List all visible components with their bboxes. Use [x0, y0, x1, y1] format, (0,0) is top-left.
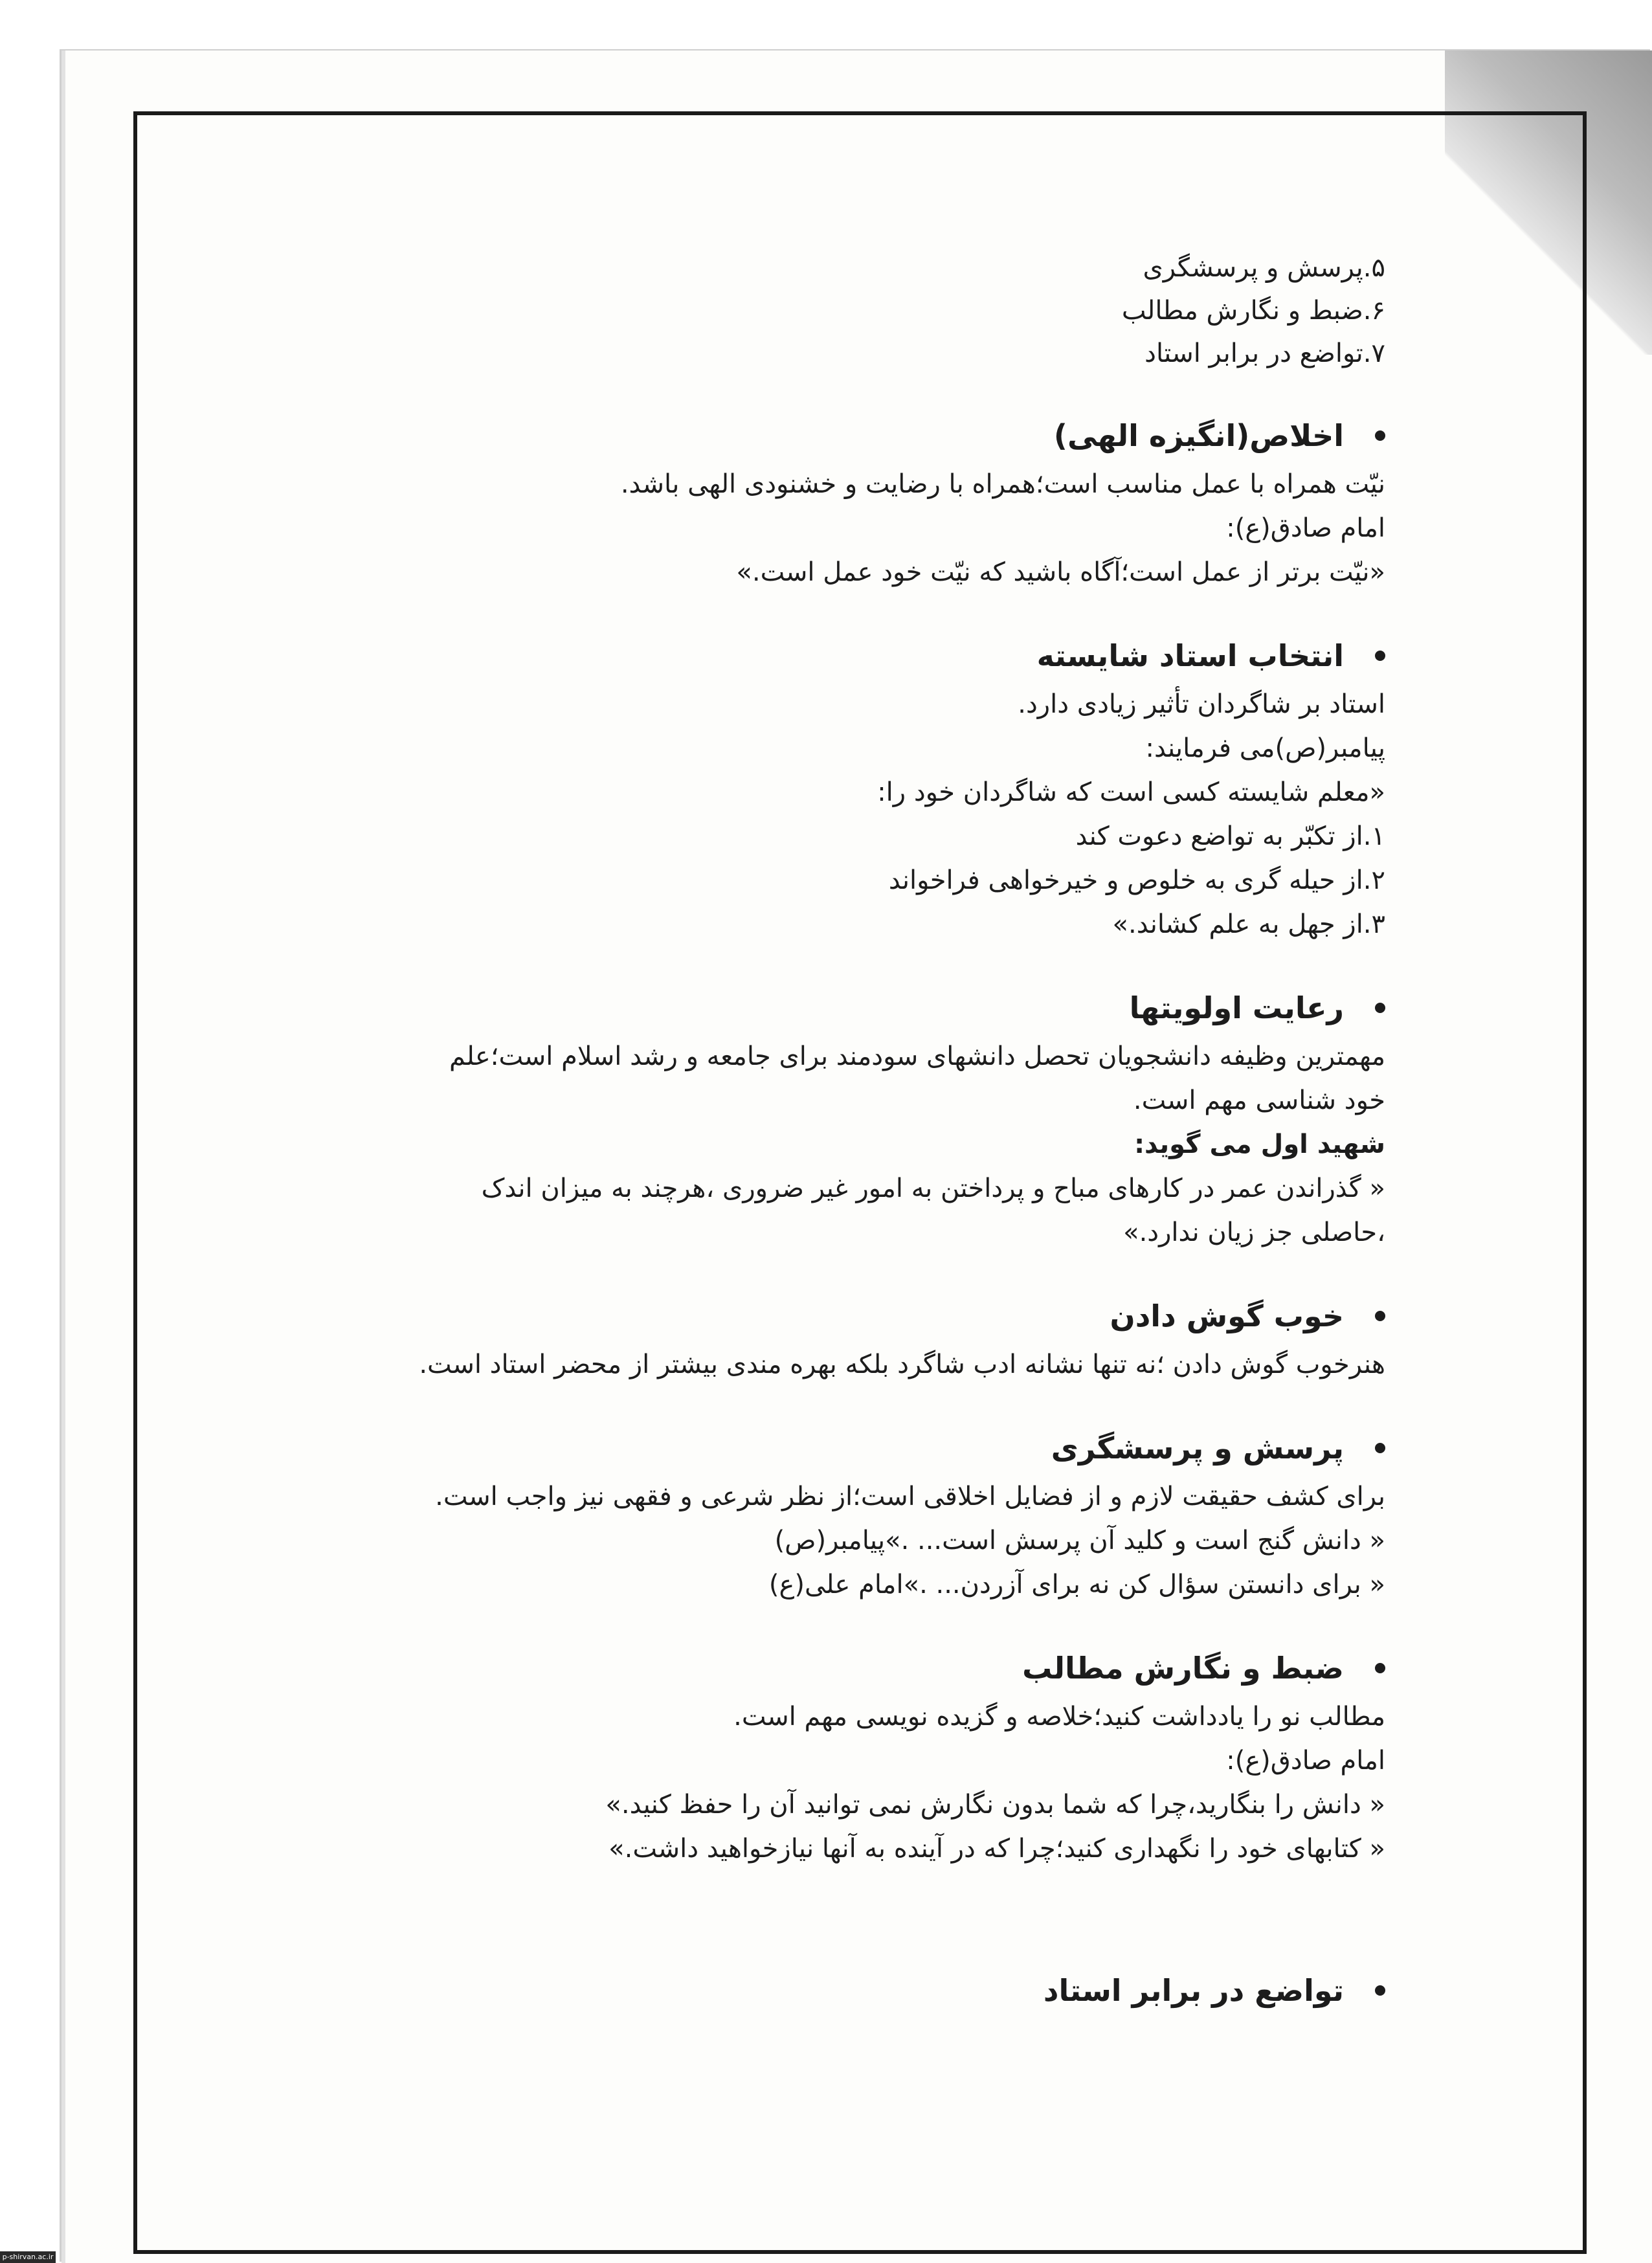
section-heading: ضبط و نگارش مطالب [246, 1645, 1385, 1691]
section-listening [246, 1293, 1385, 1387]
bullet-icon [1375, 1985, 1385, 1996]
section-humility [246, 1968, 1385, 2013]
section-heading: خوب گوش دادن [246, 1293, 1385, 1339]
bullet-icon [1375, 1663, 1385, 1673]
bullet-icon [1375, 1443, 1385, 1453]
list-item: ۲.از حیله گری به خلوص و خیرخواهی فراخواند [888, 865, 1385, 895]
section-ikhlas [246, 413, 1385, 594]
text-line: پیامبر(ص)می فرمایند: [1145, 733, 1385, 763]
quote-line: « کتابهای خود را نگهداری کنید؛چرا که در آینده به آنها نیازخواهید داشت.» [608, 1834, 1385, 1864]
quote-line: « دانش را بنگارید،چرا که شما بدون نگارش نمی توانید آن را حفظ کنید.» [605, 1790, 1385, 1820]
section-note-taking [246, 1645, 1385, 1871]
section-teacher-choice [246, 633, 1385, 946]
section-heading: رعایت اولویتها [246, 985, 1385, 1031]
text-line: خود شناسی مهم است. [1133, 1086, 1385, 1115]
text-line: نیّت همراه با عمل مناسب است؛همراه با رضایت و خشنودی الهی باشد. [620, 469, 1385, 499]
text-line: استاد بر شاگردان تأثیر زیادی دارد. [1018, 689, 1385, 719]
text-line: مهمترین وظیفه دانشجویان تحصل دانشهای سودمند برای جامعه و رشد اسلام است؛علم [449, 1042, 1385, 1071]
quote-line: «نیّت برتر از عمل است؛آگاه باشید که نیّت خود عمل است.» [736, 557, 1385, 587]
list-item: ۵.پرسش و پرسشگری [1143, 253, 1385, 283]
section-priorities [246, 985, 1385, 1254]
section-heading: اخلاص(انگیزه الهی) [246, 413, 1385, 458]
text-line: امام صادق(ع): [1226, 513, 1385, 543]
list-item: ۱.از تکبّر به تواضع دعوت کند [1075, 821, 1385, 851]
top-numbered-list [246, 246, 1385, 374]
text-line: برای کشف حقیقت لازم و از فضایل اخلاقی است؛از نظر شرعی و فقهی نیز واجب است. [435, 1482, 1385, 1511]
quote-line: ،حاصلی جز زیان ندارد.» [1123, 1218, 1385, 1247]
section-heading: انتخاب استاد شایسته [246, 633, 1385, 678]
corner-watermark: p-shirvan.ac.ir [0, 2251, 56, 2263]
text-line: مطالب نو را یادداشت کنید؛خلاصه و گزیده نویسی مهم است. [733, 1702, 1385, 1732]
section-heading: تواضع در برابر استاد [246, 1968, 1385, 2013]
section-heading: پرسش و پرسشگری [246, 1425, 1385, 1471]
document-body [246, 246, 1385, 2017]
quote-line: « برای دانستن سؤال کن نه برای آزردن... .»امام علی(ع) [768, 1570, 1385, 1600]
speaker-line: شهید اول می گوید: [1134, 1130, 1385, 1159]
section-questioning [246, 1425, 1385, 1607]
quote-line: «معلم شایسته کسی است که شاگردان خود را: [877, 777, 1385, 807]
quote-line: « گذراندن عمر در کارهای مباح و پرداختن به امور غیر ضروری ،هرچند به میزان اندک [481, 1174, 1385, 1203]
bullet-icon [1375, 430, 1385, 441]
text-line: امام صادق(ع): [1226, 1746, 1385, 1776]
list-item: ۶.ضبط و نگارش مطالب [1121, 296, 1385, 326]
bullet-icon [1375, 651, 1385, 661]
bullet-icon [1375, 1311, 1385, 1321]
list-item: ۷.تواضع در برابر استاد [1144, 339, 1385, 368]
bullet-icon [1375, 1003, 1385, 1013]
quote-line: « دانش گنج است و کلید آن پرسش است... .»پیامبر(ص) [774, 1526, 1385, 1555]
list-item: ۳.از جهل به علم کشاند.» [1112, 909, 1385, 939]
text-line: هنرخوب گوش دادن ؛نه تنها نشانه ادب شاگرد بلکه بهره مندی بیشتر از محضر استاد است. [419, 1350, 1385, 1379]
